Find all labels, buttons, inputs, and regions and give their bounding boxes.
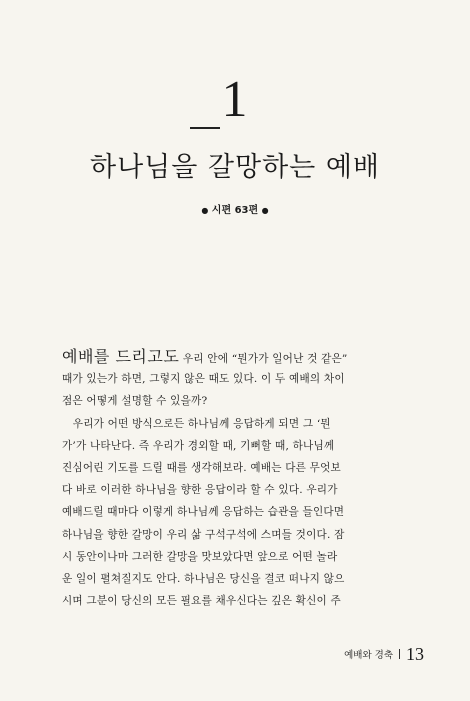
book-title: 예배와 경축 [344, 650, 393, 661]
footer-divider [399, 649, 400, 659]
bullet-icon: ● [261, 206, 269, 215]
page-number: 13 [406, 644, 424, 664]
body-line: 하나님을 향한 갈망이 우리 삶 구석구석에 스며들 것이다. 잠 [62, 528, 345, 541]
body-line: 가’가 나타난다. 즉 우리가 경외할 때, 기뻐할 때, 하나님께 [62, 439, 335, 452]
body-line: 시며 그분이 당신의 모든 필요를 채우신다는 깊은 확신이 주 [62, 595, 341, 608]
bullet-icon: ● [201, 206, 209, 215]
chapter-number: 1 [221, 71, 249, 128]
body-text [62, 346, 402, 612]
body-line: 진심어린 기도를 드릴 때를 생각해보라. 예배는 다른 무엇보 [62, 461, 341, 474]
body-line: 예배를 드리고도 우리 안에 “뭔가가 일어난 것 같은” [62, 347, 348, 366]
scripture-reference [0, 204, 470, 218]
page-footer [344, 644, 424, 666]
body-line: 다 바로 이러한 하나님을 향한 응답이라 할 수 있다. 우리가 [62, 484, 338, 497]
body-line: 점은 어떻게 설명할 수 있을까? [62, 395, 208, 408]
body-line: 운 일이 펼쳐질지도 안다. 하나님은 당신을 결코 떠나지 않으 [62, 572, 345, 585]
lead-phrase: 예배를 드리고도 [62, 347, 180, 366]
body-line: 때가 있는가 하면, 그렇지 않은 때도 있다. 이 두 예배의 차이 [62, 373, 345, 386]
body-line: 시 동안이나마 그러한 갈망을 맛보았다면 앞으로 어떤 놀라 [62, 550, 338, 563]
chapter-divider [190, 127, 220, 129]
body-line: 우리가 어떤 방식으로든 하나님께 응답하게 되면 그 ‘뭔 [62, 417, 331, 430]
body-line: 예배드릴 때마다 이렇게 하나님께 응답하는 습관을 들인다면 [62, 506, 345, 519]
scripture-label: 시편 63편 [211, 205, 259, 216]
chapter-title: 하나님을 갈망하는 예배 [90, 152, 380, 183]
